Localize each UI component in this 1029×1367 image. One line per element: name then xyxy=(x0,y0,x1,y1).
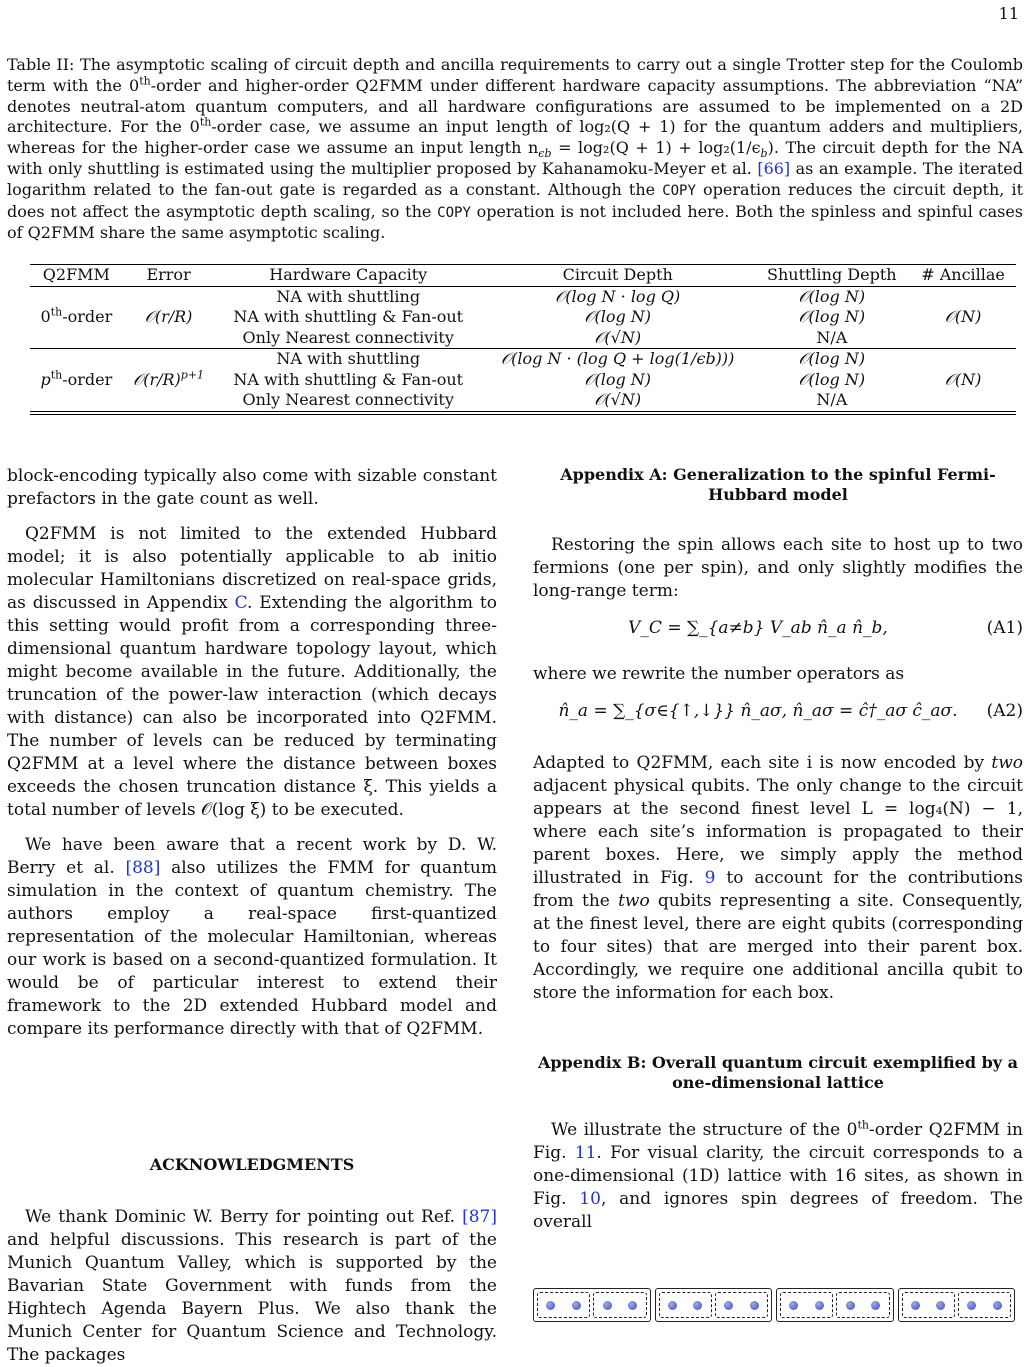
paragraph: block-encoding typically also come with sizable constant prefactors in the gate count as well. xyxy=(7,466,497,509)
column-header: Hardware Capacity xyxy=(214,265,482,286)
paragraph: Restoring the spin allows each site to host up to two fermions (one per spin), and only slightly modifies the long-range term: xyxy=(533,535,1023,601)
parent-box xyxy=(776,1288,894,1322)
paragraph: We illustrate the structure of the 0th-order Q2FMM in Fig. 11. For visual clarity, the circuit corresponds to a one-dimensional (1D) lattice with 16 sites, as shown in Fig. 10, and ignores spin degrees of freedom. The overall xyxy=(533,1118,1023,1232)
order-cell: $p^{th}$-order xyxy=(40,368,113,389)
site-dot xyxy=(628,1301,637,1310)
child-box xyxy=(659,1292,712,1318)
child-box xyxy=(537,1292,590,1318)
figure-link[interactable]: 10 xyxy=(579,1189,601,1209)
column-header: # Ancillae xyxy=(910,265,1016,286)
appendix-a-heading: Appendix A: Generalization to the spinful Fermi-Hubbard model xyxy=(560,465,996,504)
appendix-link[interactable]: C xyxy=(234,593,248,613)
table-row: Only Nearest connectivity 𝒪(√N) N/A xyxy=(242,390,848,410)
paragraph: where we rewrite the number operators as xyxy=(533,664,905,684)
table-caption: Table II: The asymptotic scaling of circuit depth and ancilla requirements to carry out a single Trotter step for the Coulomb term with the 0th-order and higher-order Q2FMM under different hardware capacity assumptions. The abbreviation “NA” denotes neutral-atom quantum computers, and all hardware configurations are assumed to be implemented on a 2D architecture. For the 0th-order case, we assume an input length of log₂(Q + 1) for the quantum adders and multipliers, whereas for the higher-order case we assume an input length $n_{\epsilon b} = \log_2(Q + 1) + \log_2(1/\epsilon_b)$. The circuit depth for the NA with only shuttling is estimated using the multiplier proposed by Kahanamoku-Meyer et al. [66] as an example. The iterated logarithm related to the fan-out gate is regarded as a constant. Although the COPY operation reduces the circuit depth, it does not affect the asymptotic depth scaling, so the COPY operation is not included here. Both the spinless and spinful cases of Q2FMM share the same asymptotic scaling. xyxy=(7,55,1024,243)
site-dot xyxy=(846,1301,855,1310)
paragraph: Q2FMM is not limited to the extended Hubbard model; it is also potentially applicable to ab initio molecular Hamiltonians discretized on real-space grids, as discussed in Appendix C. Extending the algorithm to this setting would profit from a corresponding three-dimensional quantum hardware topology layout, which might become available in the future. Additionally, the truncation of the power-law interaction (which decays with distance) can also be incorporated into Q2FMM. The number of levels can be reduced by terminating Q2FMM at a level where the distance between boxes exceeds the chosen truncation distance ξ. This yields a total number of levels 𝒪(log ξ) to be executed. xyxy=(7,524,497,820)
child-box xyxy=(780,1292,833,1318)
table-row: NA with shuttling & Fan-out 𝒪(log N) 𝒪(log N) xyxy=(233,369,866,389)
citation-link[interactable]: [87] xyxy=(462,1207,497,1227)
error-cell: 𝒪(r/R) xyxy=(123,286,215,349)
error-cell: $𝒪(r/R)^{p+1}$ xyxy=(133,368,205,389)
site-dot xyxy=(993,1301,1002,1310)
child-box xyxy=(715,1292,768,1318)
paragraph: Adapted to Q2FMM, each site i is now encoded by two adjacent physical qubits. The only change to the circuit appears at the second finest level L = log₄(N) − 1, where each site’s information is propagated to their parent boxes. Here, we simply apply the method illustrated in Fig. 9 to account for the contributions from the two qubits representing a site. Consequently, at the finest level, there are eight qubits (corresponding to four sites) that are merged into their parent box. Accordingly, we require one additional ancilla qubit to store the information for each box. xyxy=(533,753,1024,1003)
site-dot xyxy=(603,1301,612,1310)
appendix-b-heading: Appendix B: Overall quantum circuit exemplified by a one-dimensional lattice xyxy=(537,1053,1019,1092)
page-number: 11 xyxy=(998,4,1019,23)
column-header: Error xyxy=(123,265,215,286)
scaling-table xyxy=(30,264,1016,415)
lattice-figure xyxy=(533,1288,1015,1322)
child-box xyxy=(836,1292,889,1318)
site-dot xyxy=(911,1301,920,1310)
column-header: Circuit Depth xyxy=(482,265,754,286)
equation-a1: V_C = ∑_{a≠b} V_ab n̂_a n̂_b, (A1) xyxy=(628,618,1023,638)
site-dot xyxy=(871,1301,880,1310)
site-dot xyxy=(967,1301,976,1310)
ancillae-cell: 𝒪(N) xyxy=(910,286,1016,349)
site-dot xyxy=(750,1301,759,1310)
right-column xyxy=(533,465,1023,1234)
site-dot xyxy=(572,1301,581,1310)
site-dot xyxy=(668,1301,677,1310)
site-dot xyxy=(936,1301,945,1310)
site-dot xyxy=(693,1301,702,1310)
parent-box xyxy=(898,1288,1016,1322)
parent-box xyxy=(533,1288,651,1322)
site-dot xyxy=(546,1301,555,1310)
paragraph: We thank Dominic W. Berry for pointing out Ref. [87] and helpful discussions. This research is part of the Munich Quantum Valley, which is supported by the Bavarian State Government with funds from the Hightech Agenda Bayern Plus. We also thank the Munich Center for Quantum Science and Technology. The packages xyxy=(7,1207,497,1365)
ancillae-cell: 𝒪(N) xyxy=(944,369,982,389)
column-header: Shuttling Depth xyxy=(753,265,910,286)
equation-a2: n̂_a = ∑_{σ∈{↑,↓}} n̂_aσ, n̂_aσ = ĉ†_aσ ĉ_aσ. (A2) xyxy=(558,701,1023,721)
table-row: 0th-order 𝒪(r/R) NA with shuttling 𝒪(log N · log Q) 𝒪(log N) 𝒪(N) xyxy=(30,286,1016,307)
acknowledgments-heading: ACKNOWLEDGMENTS xyxy=(149,1155,355,1174)
paragraph: We have been aware that a recent work by D. W. Berry et al. [88] also utilizes the FMM for quantum simulation in the context of quantum chemistry. The authors employ a real-space first-quantized representation of the molecular Hamiltonian, whereas our work is based on a second-quantized formulation. It would be of particular interest to extend their framework to the 2D extended Hubbard model and compare its performance directly with that of Q2FMM. xyxy=(7,835,497,1039)
child-box xyxy=(902,1292,955,1318)
table-row: NA with shuttling & Fan-out 𝒪(log N) 𝒪(log N) xyxy=(233,307,866,327)
table-row: $p^{th}$-order $𝒪(r/R)^{p+1}$ NA with shuttling 𝒪(log N · (log Q + log(1/ϵb))) 𝒪(log N) 𝒪(N) xyxy=(30,349,1016,370)
citation-link[interactable]: [88] xyxy=(125,858,161,878)
site-dot xyxy=(724,1301,733,1310)
column-header: Q2FMM xyxy=(30,265,123,286)
child-box xyxy=(958,1292,1011,1318)
figure-link[interactable]: 11 xyxy=(574,1143,597,1163)
order-cell: 0th-order xyxy=(30,286,123,349)
child-box xyxy=(593,1292,646,1318)
parent-box xyxy=(655,1288,773,1322)
site-dot xyxy=(789,1301,798,1310)
table-row: Only Nearest connectivity 𝒪(√N) N/A xyxy=(30,328,1016,349)
left-column xyxy=(7,465,497,1367)
site-dot xyxy=(815,1301,824,1310)
citation-link[interactable]: [66] xyxy=(757,158,791,178)
figure-link[interactable]: 9 xyxy=(704,868,716,888)
